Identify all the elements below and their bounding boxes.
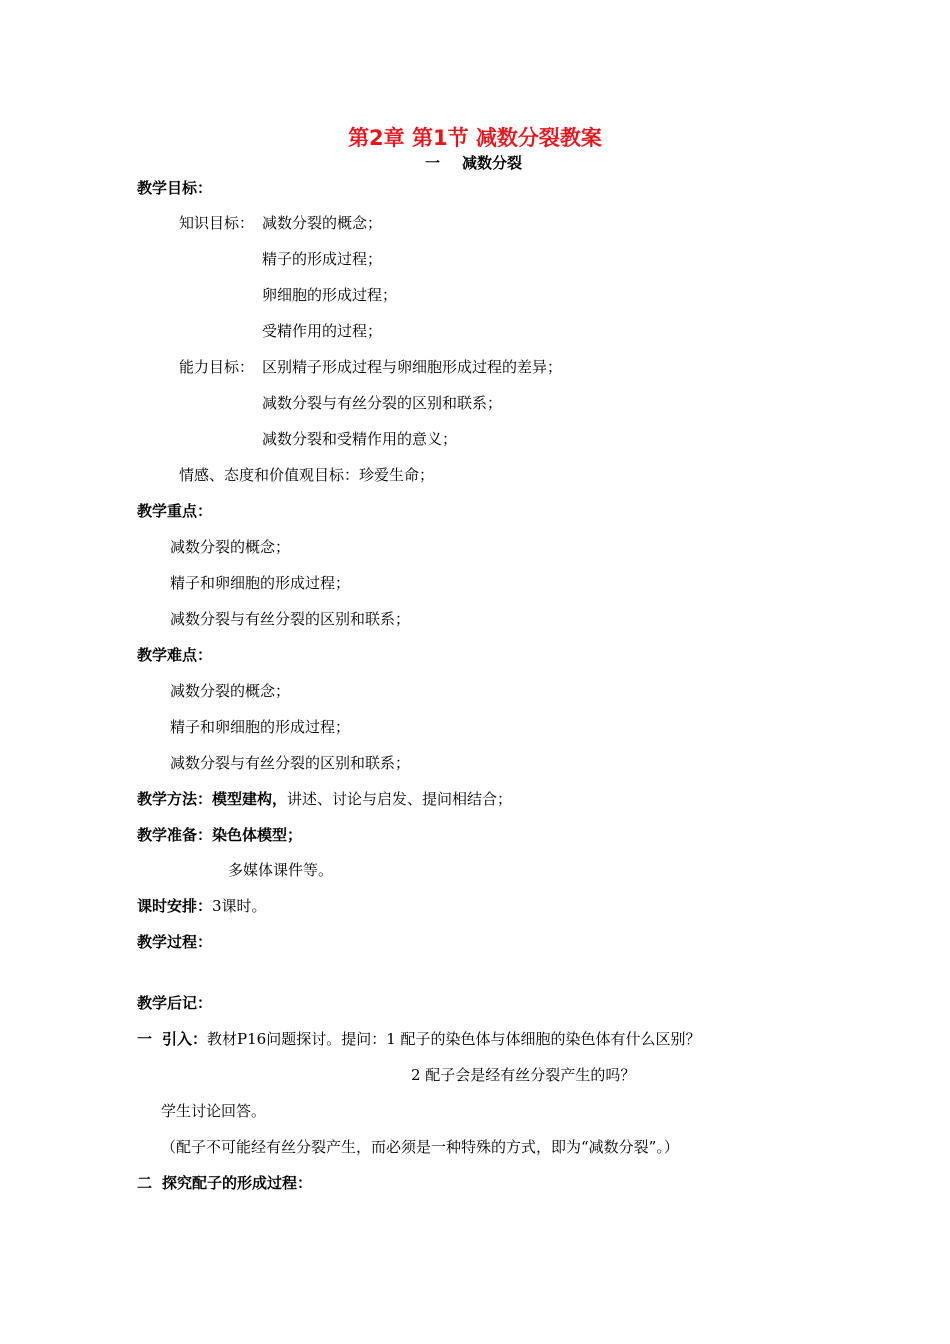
section1-text: 教材P16问题探讨。提问：1 配子的染色体与体细胞的染色体有什么区别？ bbox=[207, 1030, 701, 1048]
subtitle-number: 一 bbox=[425, 154, 441, 172]
key-point-item: 减数分裂的概念； bbox=[170, 538, 291, 556]
ability-goal-item: 减数分裂和受精作用的意义； bbox=[262, 430, 458, 448]
knowledge-goal-item: 减数分裂的概念； bbox=[262, 214, 383, 232]
section2-number: 二 bbox=[137, 1174, 153, 1192]
difficulties-heading: 教学难点： bbox=[137, 646, 213, 664]
section1-line bbox=[137, 1029, 701, 1049]
ability-goal-label: 能力目标： bbox=[179, 358, 255, 376]
knowledge-goal-item: 受精作用的过程； bbox=[262, 322, 383, 340]
difficulty-item: 精子和卵细胞的形成过程； bbox=[170, 718, 351, 736]
section1-answer: 学生讨论回答。 bbox=[161, 1102, 267, 1120]
method-bold: 模型建构， bbox=[212, 790, 288, 808]
section2-line bbox=[137, 1173, 312, 1193]
subtitle-text: 减数分裂 bbox=[462, 154, 523, 172]
process-heading: 教学过程： bbox=[137, 933, 213, 951]
method-line bbox=[137, 789, 512, 809]
difficulty-item: 减数分裂的概念； bbox=[170, 682, 291, 700]
ability-goal-item: 区别精子形成过程与卵细胞形成过程的差异； bbox=[262, 358, 563, 376]
key-point-item: 精子和卵细胞的形成过程； bbox=[170, 574, 351, 592]
section1-remark: （配子不可能经有丝分裂产生，而必须是一种特殊的方式，即为“减数分裂”。） bbox=[161, 1138, 679, 1156]
document-subtitle bbox=[425, 153, 522, 173]
prep-second: 多媒体课件等。 bbox=[228, 861, 334, 879]
schedule-label: 课时安排： bbox=[137, 897, 213, 915]
section1-label: 引入： bbox=[162, 1030, 208, 1048]
notes-heading: 教学后记： bbox=[137, 994, 213, 1012]
goals-heading: 教学目标： bbox=[137, 179, 213, 197]
emotion-goal: 情感、态度和价值观目标：珍爱生命； bbox=[179, 466, 435, 484]
knowledge-goal-item: 精子的形成过程； bbox=[262, 250, 383, 268]
schedule-value: 3课时。 bbox=[212, 897, 267, 915]
prep-label: 教学准备： bbox=[137, 826, 213, 844]
key-point-item: 减数分裂与有丝分裂的区别和联系； bbox=[170, 610, 411, 628]
method-rest: 讲述、讨论与启发、提问相结合； bbox=[287, 790, 513, 808]
document-title: 第2章 第1节 减数分裂教案 bbox=[348, 126, 602, 150]
section1-question2: 2 配子会是经有丝分裂产生的吗？ bbox=[411, 1066, 636, 1084]
prep-bold: 染色体模型； bbox=[212, 826, 303, 844]
section2-label: 探究配子的形成过程： bbox=[162, 1174, 313, 1192]
key-points-heading: 教学重点： bbox=[137, 502, 213, 520]
method-label: 教学方法： bbox=[137, 790, 213, 808]
difficulty-item: 减数分裂与有丝分裂的区别和联系； bbox=[170, 754, 411, 772]
schedule-line bbox=[137, 896, 267, 916]
ability-goal-item: 减数分裂与有丝分裂的区别和联系； bbox=[262, 394, 503, 412]
knowledge-goal-item: 卵细胞的形成过程； bbox=[262, 286, 398, 304]
section1-number: 一 bbox=[137, 1030, 153, 1048]
knowledge-goal-label: 知识目标： bbox=[179, 214, 255, 232]
prep-line bbox=[137, 825, 302, 845]
